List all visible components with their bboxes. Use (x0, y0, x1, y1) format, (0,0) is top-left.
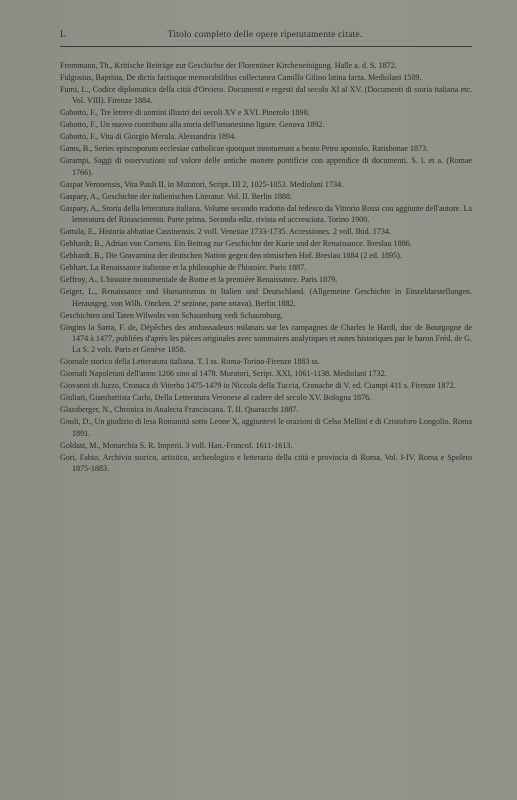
running-title: Titolo completo delle opere ripetutamente citate. (167, 30, 363, 40)
bibliography-entry: Giornale storico della Letteratura italiana. T. I ss. Roma-Torino-Firenze 1883 ss. (60, 357, 320, 367)
bibliography-entry: Gattula, E., Historia abbatiae Cassinensis. 2 voll. Venetiae 1733-1735. Accessiones. 2 voll. Ibid. 1734. (60, 227, 391, 237)
bibliography-entry: Gebhardt, B., Adrian von Corneto. Ein Beitrag zur Geschichte der Kurie und der Renaissance. Breslau 1886. (60, 239, 412, 249)
bibliography-entry: Gabotto, F., Tre lettere di uomini illustri dei secoli XV e XVI. Pinerolo 1890. (60, 108, 310, 118)
bibliography-entry: Gori, Fabio, Archivio storico, artistico, archeologico e letterario della città e provincia di Roma. Vol. I-IV. Roma e Spoleto 1875-1883. (60, 452, 472, 474)
bibliography-entry: Glassberger, N., Chronica in Analecta Franciscana. T. II. Quaracchi 1887. (60, 405, 299, 415)
bibliography-entry: Gaspar Veronensis, Vita Pauli II. in Muratori, Script. III 2, 1025-1053. Mediolani 1734. (60, 179, 344, 189)
bibliography-entry: Garampi, Saggi di osservazioni sul valore delle antiche monete pontificie con appendice di documenti. S. l. et a. (Romae 1766). (60, 156, 472, 177)
bibliography-entry: Gaspary, A., Storia della letteratura italiana. Volume secondo tradotto dal tedesco da Vittorio Rossi con aggiunte dell'autore. La letteratura del Rinascimento. Parte prima. Seconda ediz. rivista ed accresciuta. Torino 1900. (60, 203, 472, 225)
bibliography-entry: Gaspary, A., Geschichte der italienischen Literatur. Vol. II. Berlin 1888. (60, 191, 293, 201)
bibliography-entry: Geffroy, A., L'histoire monumentale de Rome et la première Renaissance. Paris 1879. (60, 275, 338, 285)
bibliography-entry: Geschichten und Taten Wilwolts von Schaumburg vedi Schaumburg. (60, 310, 283, 320)
page-number: L (60, 30, 67, 40)
bibliography-entry: Gebhardt, B., Die Gravamina der deutschen Nation gegen den römischen Hof. Breslau 1884 (2 ed. 1895). (60, 251, 402, 261)
bibliography-entry: Gabotto, F., Un nuovo contributo alla storia dell'umanesimo ligure. Genova 1892. (60, 120, 325, 130)
header-rule (60, 46, 472, 47)
bibliography-entry: Goldast, M., Monarchia S. R. Imperii. 3 voll. Han.-Francof. 1611-1613. (60, 440, 293, 450)
bibliography-entry: Gebhart, La Renaissance italienne et la philosophie de l'histoire. Paris 1887. (60, 263, 307, 273)
bibliography-entry: Giornali Napoletani dell'anno 1266 sino al 1478. Muratori, Script. XXI, 1061-1138. Mediolani 1732. (60, 369, 387, 379)
bibliography-entry: Gnoli, D., Un giudizio di lesa Romanità sotto Leone X, aggiuntevi le orazioni di Celso Mellini e di Cristoforo Longolio. Roma 1891. (60, 417, 472, 438)
bibliography-entry: Frommann, Th., Kritische Beiträge zur Geschichte der Florentiner Kircheneinigung. Halle a. d. S. 1872. (60, 61, 397, 70)
bibliography-entry: Giuliari, Giambattista Carlo, Della Letteratura Veronese al cadere del secolo XV. Bologna 1876. (60, 393, 372, 403)
bibliography-entry: Gabotto, F., Vita di Giorgio Merula. Alessandria 1894. (60, 132, 237, 142)
bibliography-entry: Fulgosius, Baptista, De dictis factisque memorabilibus collectanea Camillo Gilino latina facta. Mediolani 1509. (60, 73, 422, 82)
bibliography-entry: Giovanni di Juzzo, Cronaca di Viterbo 1475-1479 in Niccola della Tuccia, Cronache di V. ed. Ciampi 411 s. Firenze 1872. (60, 381, 456, 391)
bibliography-list (60, 60, 472, 475)
bibliography-entry: Gingins la Sarra, F. de, Dépêches des ambassadeurs milanais sur les campagnes de Charles le Hardi, duc de Bourgogne de 1474 à 1477, publiées d'après les pièces originales avec sommaires analytiques et notes historiques par le baron Fréd. de G. La S. 2 vols. Paris et Genève 1858. (60, 322, 472, 355)
bibliography-entry: Gams, B., Series episcoporum ecclesiae catholicae quotquot innotuerunt a beato Petro apostolo. Ratisbonae 1873. (60, 144, 429, 154)
bibliography-entry: Fumi, L., Codice diplomatico della città d'Orvieto. Documenti e regesti dal secolo XI al XV. (Documenti di storia italiana etc. Vol. VIII). Firenze 1884. (60, 85, 472, 106)
bibliography-entry: Geiger, L., Renaissance und Humanismus in Italien und Deutschland. (Allgemeine Geschichte in Einzeldarstellungen. Herausgeg. von Wilh. Oncken. 2ª sezione, parte ottava). Berlin 1882. (60, 287, 472, 308)
